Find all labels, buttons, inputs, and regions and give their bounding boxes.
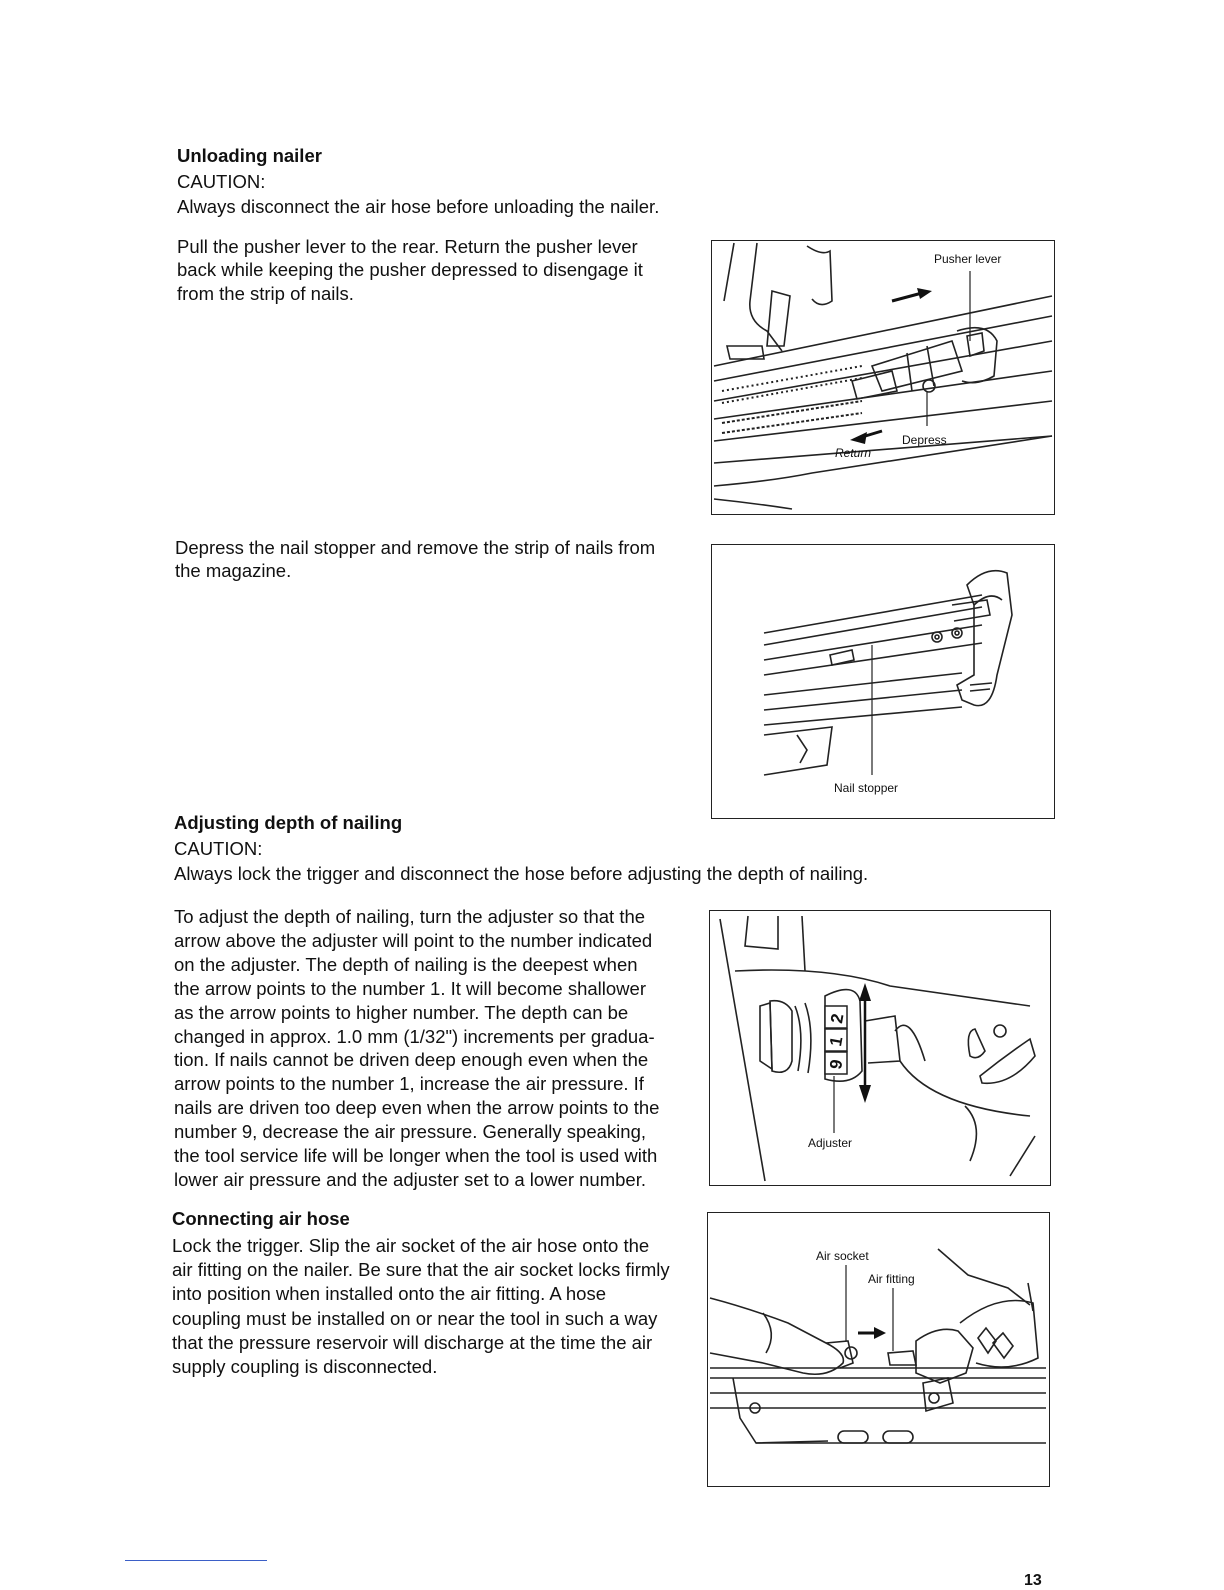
nail-stopper-illustration <box>712 545 1054 818</box>
footer-rule <box>125 1560 267 1561</box>
figure-nail-stopper <box>711 544 1055 819</box>
depth-paragraph: To adjust the depth of nailing, turn the adjuster so that the arrow above the adjuster will point to the number indicated on the adjuster. The depth of nailing is the deepest when the arrow points to the number 1. It will become shallower as the arrow points to higher number. The depth can be changed in approx. 1.0 mm (1/32") increments per gradua- tion. If nails cannot be driven deep enough even when the arrow points to the number 1, increase the air pressure. If nails are driven too deep even when the arrow points to the number 9, decrease the air pressure. Generally speaking, the tool service life will be longer when the tool is used with lower air pressure and the adjuster set to a lower number. <box>174 906 660 1190</box>
label-return: Return <box>835 446 872 460</box>
figure-air-hose <box>707 1212 1050 1487</box>
label-depress: Depress <box>902 433 947 447</box>
figure-pusher-lever <box>711 240 1055 515</box>
dial-number-9: 9 <box>826 1058 847 1071</box>
label-air-fitting: Air fitting <box>868 1272 915 1286</box>
heading-adjusting-depth: Adjusting depth of nailing <box>174 812 403 833</box>
caution-label: CAUTION: <box>177 171 266 192</box>
pusher-lever-illustration <box>712 241 1054 514</box>
caution-text-depth: Always lock the trigger and disconnect the hose before adjusting the depth of nailing. <box>174 863 869 884</box>
heading-unloading-nailer: Unloading nailer <box>177 145 322 166</box>
air-hose-illustration <box>708 1213 1049 1486</box>
heading-connecting-air-hose: Connecting air hose <box>172 1208 350 1229</box>
adjuster-illustration <box>710 911 1050 1185</box>
unloading-paragraph-2: Depress the nail stopper and remove the strip of nails from the magazine. <box>175 537 656 582</box>
dial-number-2: 2 <box>827 1012 848 1025</box>
unloading-paragraph-1: Pull the pusher lever to the rear. Return the pusher lever back while keeping the pusher depressed to disengage it from the strip of nails. <box>177 236 643 304</box>
caution-text: Always disconnect the air hose before unloading the nailer. <box>177 196 660 217</box>
label-air-socket: Air socket <box>816 1249 869 1263</box>
label-pusher-lever: Pusher lever <box>934 252 1002 266</box>
dial-number-1: 1 <box>826 1035 847 1048</box>
caution-label-depth: CAUTION: <box>174 838 263 859</box>
hose-paragraph: Lock the trigger. Slip the air socket of the air hose onto the air fitting on the nailer. Be sure that the air socket locks firmly into position when installed onto the air fitting. A hose coupling must be installed on or near the tool in such a way that the pressure reservoir will discharge at the time the air supply coupling is disconnected. <box>172 1235 670 1378</box>
label-adjuster: Adjuster <box>808 1136 853 1150</box>
figure-adjuster <box>709 910 1051 1186</box>
page-number: 13 <box>1024 1572 1042 1589</box>
label-nail-stopper: Nail stopper <box>834 781 899 795</box>
